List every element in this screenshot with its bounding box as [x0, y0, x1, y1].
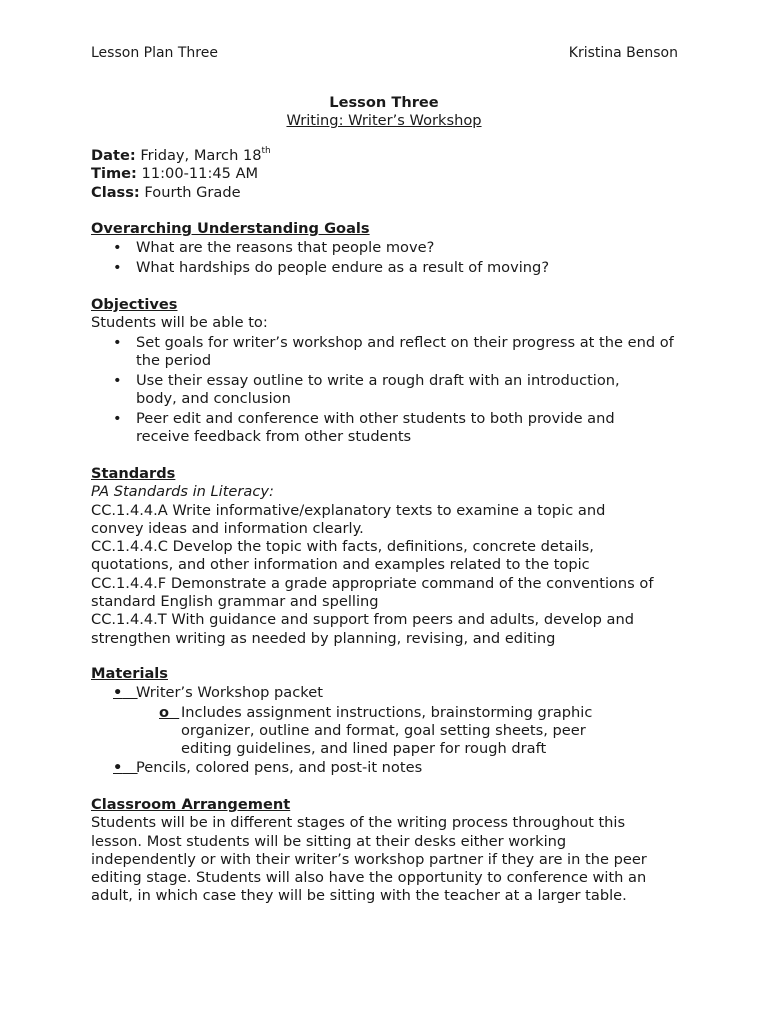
date-line — [91, 147, 691, 165]
list-item: • What hardships do people endure as a result of moving? — [113, 259, 550, 277]
date-value: Friday, March 18 — [135, 147, 262, 164]
list-item: • Pencils, colored pens, and post-it notes — [113, 759, 423, 777]
class-line — [91, 184, 691, 202]
date-sup: th — [261, 146, 271, 157]
list-item: • Use their essay outline to write a rough draft with an introduction, body, and conclusion — [113, 371, 620, 407]
meta-block — [91, 147, 691, 202]
standard-item: CC.1.4.4.C Develop the topic with facts, definitions, concrete details, quotations, and other information and examples related to the topic — [91, 538, 594, 574]
title-block — [0, 94, 768, 131]
document-title: Lesson Three — [329, 94, 439, 111]
list-item: • Set goals for writer’s workshop and reflect on their progress at the end of the period — [113, 333, 674, 369]
objectives-intro: Students will be able to: — [91, 314, 268, 332]
bullet-icon: • — [113, 371, 122, 389]
class-label: Class: — [91, 183, 140, 201]
standard-item: CC.1.4.4.T With guidance and support from peers and adults, develop and strengthen writing as needed by planning, revising, and editing — [91, 611, 635, 647]
standards-heading: Standards — [91, 465, 176, 482]
list-item: • Writer’s Workshop packet — [113, 684, 323, 702]
bullet-icon: • — [113, 409, 122, 427]
time-label: Time: — [91, 165, 137, 183]
bullet-icon: • — [113, 259, 122, 277]
time-value: 11:00-11:45 AM — [136, 165, 259, 183]
class-value: Fourth Grade — [139, 183, 241, 201]
date-label: Date: — [91, 147, 136, 164]
sub-list-item: o Includes assignment instructions, brainstorming graphic organizer, outline and format, goal setting sheets, peer editing guidelines, and lined paper for rough draft — [159, 703, 593, 758]
header-left: Lesson Plan Three — [91, 45, 218, 61]
bullet-icon: • — [113, 333, 122, 351]
standards-intro: PA Standards in Literacy: — [91, 483, 274, 501]
arrangement-text: Students will be in different stages of the writing process throughout this lesson. Most students will be sitting at their desks either working independently or with their writer’s workshop partner if they are in the peer editing stage. Students will also have the opportunity to conference with an adult, in which case they will be sitting with the teacher at a larger table. — [91, 814, 647, 905]
sub-bullet-icon: o — [159, 703, 170, 721]
materials-heading: Materials — [91, 665, 168, 682]
materials-section — [91, 665, 691, 778]
objectives-section — [91, 296, 691, 446]
objectives-heading: Objectives — [91, 296, 178, 313]
list-item: • Peer edit and conference with other students to both provide and receive feedback from other students — [113, 409, 615, 446]
header-right: Kristina Benson — [568, 45, 678, 61]
arrangement-heading: Classroom Arrangement — [91, 796, 291, 813]
document-subtitle: Writing: Writer’s Workshop — [286, 112, 482, 130]
bullet-icon: • — [113, 239, 122, 257]
standards-section — [91, 465, 659, 648]
standard-item: CC.1.4.4.F Demonstrate a grade appropriate command of the conventions of standard English grammar and spelling — [91, 574, 654, 611]
goals-section — [91, 220, 691, 277]
bullet-icon: • — [113, 759, 123, 777]
goals-heading: Overarching Understanding Goals — [91, 220, 370, 237]
arrangement-section — [91, 796, 671, 906]
bullet-icon: • — [113, 684, 123, 702]
standard-item: CC.1.4.4.A Write informative/explanatory texts to examine a topic and convey ideas and information clearly. — [91, 501, 606, 537]
time-line — [91, 165, 691, 183]
list-item: • What are the reasons that people move? — [113, 239, 435, 257]
